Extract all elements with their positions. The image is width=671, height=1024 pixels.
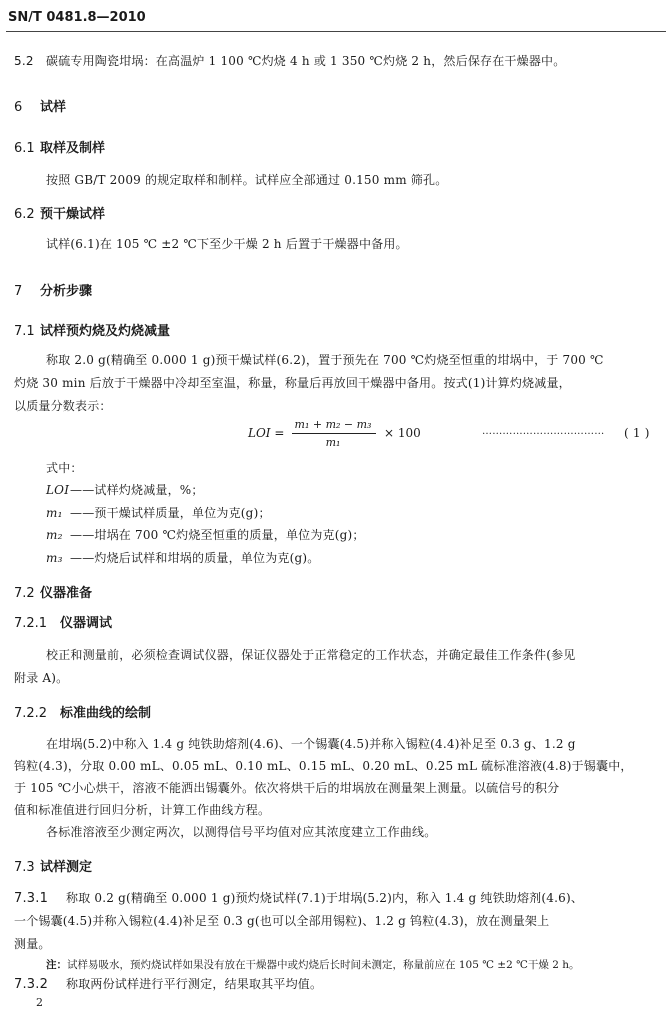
definition-text: ——坩埚在 700 ℃灼烧至恒重的质量，单位为克(g)；: [70, 528, 365, 542]
section-number: 7: [14, 284, 23, 299]
formula-label: ( 1 ): [624, 426, 650, 440]
section-7-2-1-line: 校正和测量前，必须检查调试仪器，保证仪器处于正常稳定的工作状态，并确定最佳工作条件(参见: [46, 648, 576, 662]
page-number: 2: [36, 996, 43, 1009]
section-7-1-heading: [14, 320, 170, 339]
section-title: 标准曲线的绘制: [60, 706, 152, 721]
section-number: 7.1: [14, 324, 35, 339]
clause-text: 称取两份试样进行平行测定，结果取其平均值。: [66, 977, 323, 991]
section-number: 7.2.2: [14, 706, 48, 721]
fraction-bar: [292, 433, 376, 434]
section-6-1-heading: [14, 137, 105, 156]
clause-number: 5.2: [14, 54, 34, 68]
clause-7-3-1-line: [14, 889, 583, 906]
section-7-2-2-line: 钨粒(4.3)，分取 0.00 mL、0.05 mL、0.10 mL、0.15 mL、0.20 mL、0.25 mL 硫标准溶液(4.8)于锡囊中，: [14, 759, 633, 773]
clause-text: 碳硫专用陶瓷坩埚：在高温炉 1 100 ℃灼烧 4 h 或 1 350 ℃灼烧 2 h，然后保存在干燥器中。: [46, 54, 566, 68]
definition-item: [46, 504, 271, 521]
section-7-2-2-line: 于 105 ℃小心烘干，溶液不能洒出锡囊外。依次将烘干后的坩埚放在测量架上测量。以硫信号的积分: [14, 781, 560, 795]
clause-5-2: [14, 52, 565, 69]
section-7-1-line: 以质量分数表示：: [14, 399, 112, 413]
section-7-3-heading: [14, 856, 92, 875]
definitions-intro: 式中：: [46, 461, 83, 475]
definition-text: ——预干燥试样质量，单位为克(g)；: [70, 506, 271, 520]
definition-item: [46, 481, 204, 498]
section-number: 7.2: [14, 586, 35, 601]
header-standard-id: SN/T 0481.8—2010: [8, 10, 146, 25]
clause-number: 7.3.1: [14, 891, 49, 906]
section-title: 仪器调试: [60, 616, 113, 631]
definition-symbol: m₃: [46, 551, 63, 565]
section-7-2-2-line: 各标准溶液至少测定两次，以测得信号平均值对应其浓度建立工作曲线。: [46, 825, 437, 839]
section-7-2-2-heading: [14, 702, 151, 721]
clause-7-3-1-line: 一个锡囊(4.5)并称入锡粒(4.4)补足至 0.3 g(也可以全部用锡粒)、1.2 g 钨粒(4.3)，放在测量架上: [14, 914, 550, 928]
clause-7-3-2: [14, 975, 322, 992]
section-7-1-line: 称取 2.0 g(精确至 0.000 1 g)预干燥试样(6.2)，置于预先在 700 ℃灼烧至恒重的坩埚中，于 700 ℃: [46, 353, 604, 367]
section-title: 仪器准备: [40, 586, 93, 601]
section-6-2-text: 试样(6.1)在 105 ℃ ±2 ℃下至少干燥 2 h 后置于干燥器中备用。: [46, 237, 408, 251]
section-7-2-2-line: 在坩埚(5.2)中称入 1.4 g 纯铁助熔剂(4.6)、一个锡囊(4.5)并称入锡粒(4.4)补足至 0.3 g、1.2 g: [46, 737, 576, 751]
section-number: 6.2: [14, 207, 35, 222]
section-number: 7.2.1: [14, 616, 48, 631]
section-7-heading: [14, 280, 92, 299]
note-text: 试样易吸水，预灼烧试样如果没有放在干燥器中或灼烧后长时间未测定，称量前应在 105 ℃ ±2 ℃干燥 2 h。: [67, 959, 580, 971]
note-label: 注：: [46, 959, 67, 971]
section-title: 试样预灼烧及灼烧减量: [40, 324, 171, 339]
formula-leader-dots: ………………………………: [482, 426, 605, 437]
section-7-2-1-heading: [14, 612, 112, 631]
section-title: 试样: [40, 100, 67, 115]
section-7-1-line: 灼烧 30 min 后放于干燥器中冷却至室温，称量，称量后再放回干燥器中备用。按式(1)计算灼烧减量，: [14, 376, 571, 390]
section-6-1-text: 按照 GB/T 2009 的规定取样和制样。试样应全部通过 0.150 mm 筛孔。: [46, 173, 448, 187]
section-7-2-2-line: 值和标准值进行回归分析，计算工作曲线方程。: [14, 803, 271, 817]
definition-text: ——灼烧后试样和坩埚的质量，单位为克(g)。: [70, 551, 320, 565]
clause-7-3-1-line: 测量。: [14, 937, 51, 951]
section-title: 试样测定: [40, 860, 93, 875]
section-number: 6.1: [14, 141, 35, 156]
section-title: 预干燥试样: [40, 207, 106, 222]
definition-symbol: m₂: [46, 528, 63, 542]
section-6-heading: [14, 96, 66, 115]
definition-item: [46, 549, 319, 566]
section-title: 取样及制样: [40, 141, 106, 156]
section-7-2-heading: [14, 582, 92, 601]
formula-numerator: m₁ + m₂ − m₃: [294, 418, 372, 431]
clause-text: 称取 0.2 g(精确至 0.000 1 g)预灼烧试样(7.1)于坩埚(5.2)内，称入 1.4 g 纯铁助熔剂(4.6)、: [66, 891, 584, 905]
clause-number: 7.3.2: [14, 977, 49, 992]
formula-lhs: LOI =: [248, 426, 285, 440]
definition-symbol: LOI: [46, 483, 70, 497]
section-number: 6: [14, 100, 23, 115]
section-6-2-heading: [14, 203, 105, 222]
clause-7-3-1-note: [46, 957, 579, 972]
section-number: 7.3: [14, 860, 35, 875]
formula-multiplier: × 100: [384, 426, 421, 440]
definition-symbol: m₁: [46, 506, 63, 520]
header-rule: [6, 31, 666, 32]
definition-item: [46, 526, 365, 543]
formula-denominator: m₁: [325, 436, 341, 449]
section-7-2-1-line: 附录 A)。: [14, 671, 69, 685]
section-title: 分析步骤: [40, 284, 93, 299]
definition-text: ——试样灼烧减量，%；: [70, 483, 204, 497]
